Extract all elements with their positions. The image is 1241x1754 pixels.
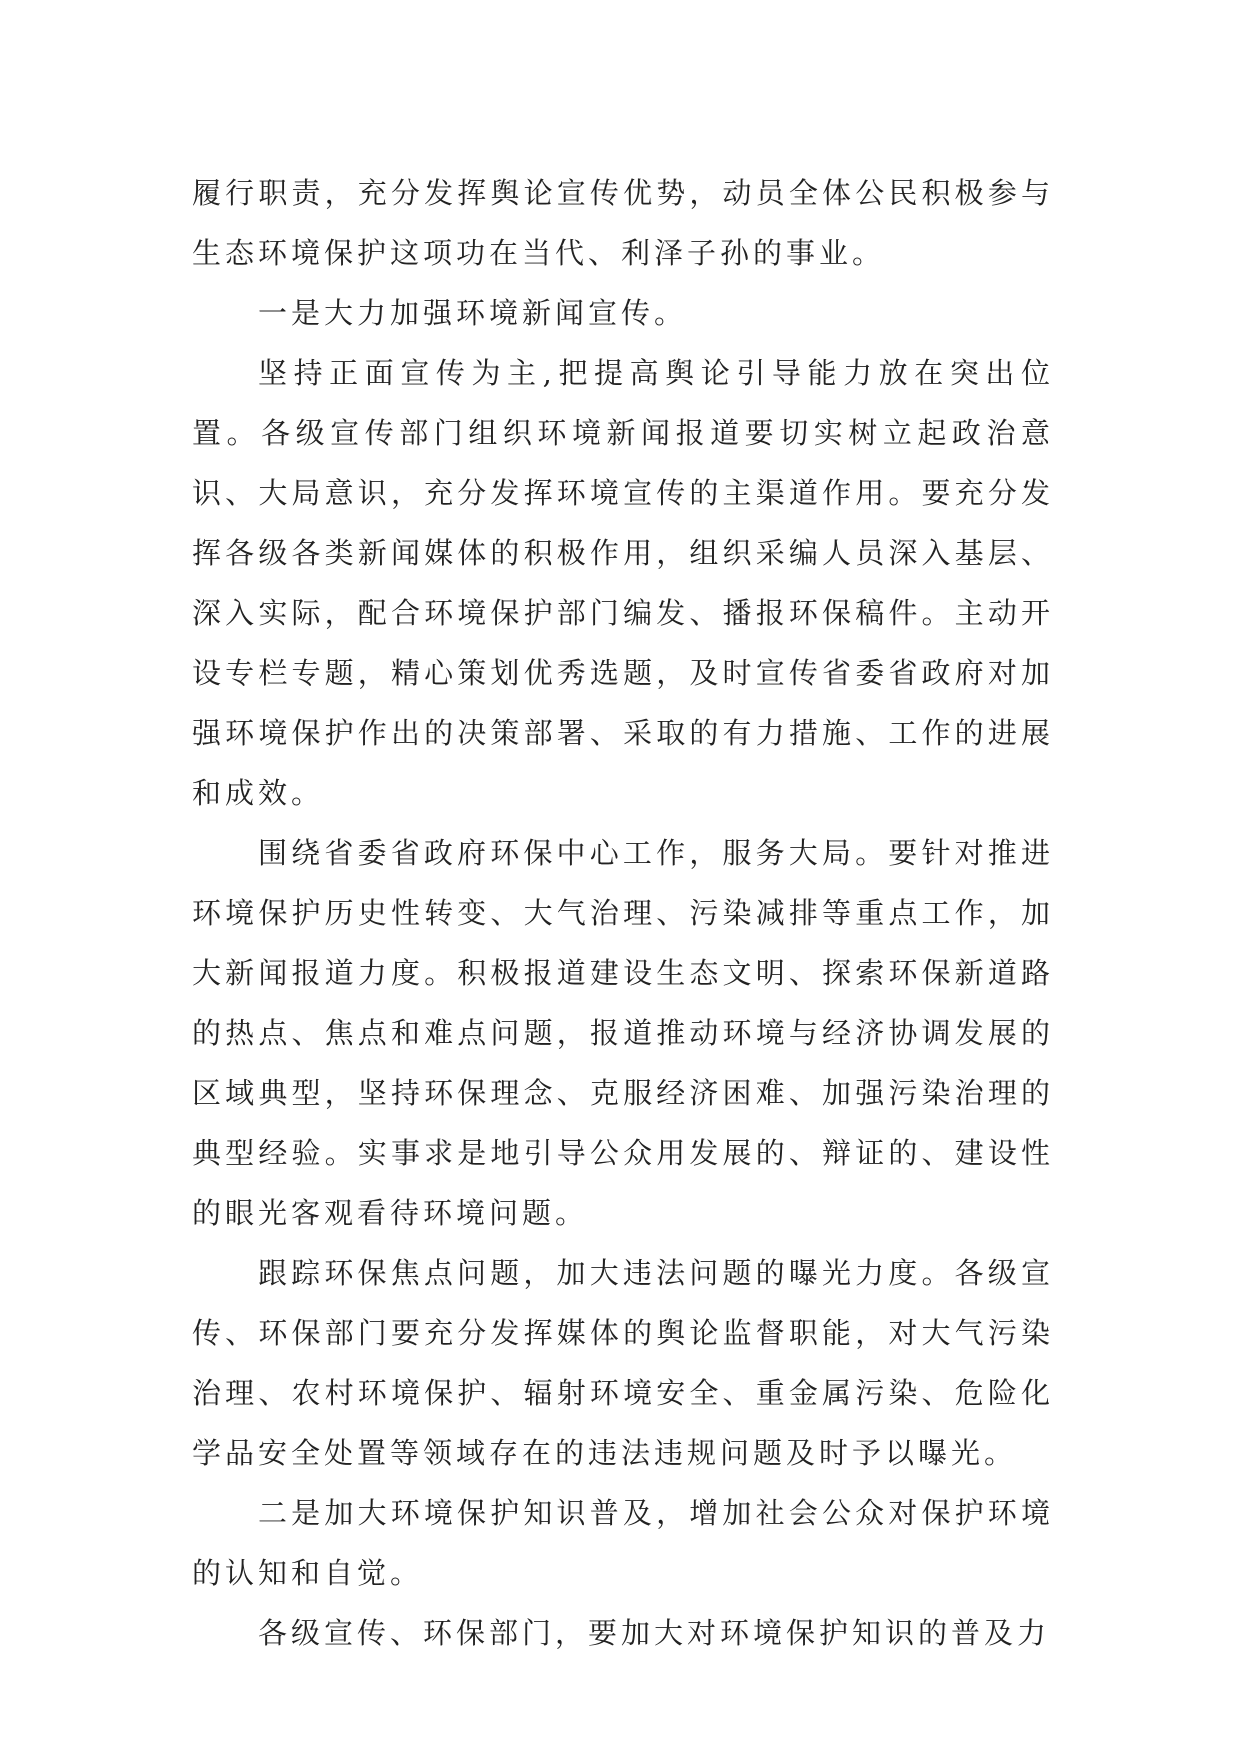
paragraph-6: 二是加大环境保护知识普及，增加社会公众对保护环境的认知和自觉。 bbox=[192, 1496, 1054, 1590]
document-body bbox=[192, 163, 1054, 1663]
paragraph-1: 履行职责，充分发挥舆论宣传优势，动员全体公民积极参与生态环境保护这项功在当代、利泽子孙的事业。 bbox=[192, 176, 1054, 270]
paragraph-4: 围绕省委省政府环保中心工作，服务大局。要针对推进环境保护历史性转变、大气治理、污染减排等重点工作，加大新闻报道力度。积极报道建设生态文明、探索环保新道路的热点、焦点和难点问题，报道推动环境与经济协调发展的区域典型，坚持环保理念、克服经济困难、加强污染治理的典型经验。实事求是地引导公众用发展的、辩证的、建设性的眼光客观看待环境问题。 bbox=[192, 836, 1054, 1230]
paragraph-7: 各级宣传、环保部门，要加大对环境保护知识的普及力 bbox=[258, 1616, 1051, 1650]
paragraph-2: 一是大力加强环境新闻宣传。 bbox=[258, 296, 688, 330]
paragraph-3: 坚持正面宣传为主,把提高舆论引导能力放在突出位置。各级宣传部门组织环境新闻报道要切实树立起政治意识、大局意识，充分发挥环境宣传的主渠道作用。要充分发挥各级各类新闻媒体的积极作用，组织采编人员深入基层、深入实际，配合环境保护部门编发、播报环保稿件。主动开设专栏专题，精心策划优秀选题，及时宣传省委省政府对加强环境保护作出的决策部署、采取的有力措施、工作的进展和成效。 bbox=[192, 356, 1054, 810]
paragraph-5: 跟踪环保焦点问题，加大违法问题的曝光力度。各级宣传、环保部门要充分发挥媒体的舆论监督职能，对大气污染治理、农村环境保护、辐射环境安全、重金属污染、危险化学品安全处置等领域存在的违法违规问题及时予以曝光。 bbox=[192, 1256, 1054, 1470]
